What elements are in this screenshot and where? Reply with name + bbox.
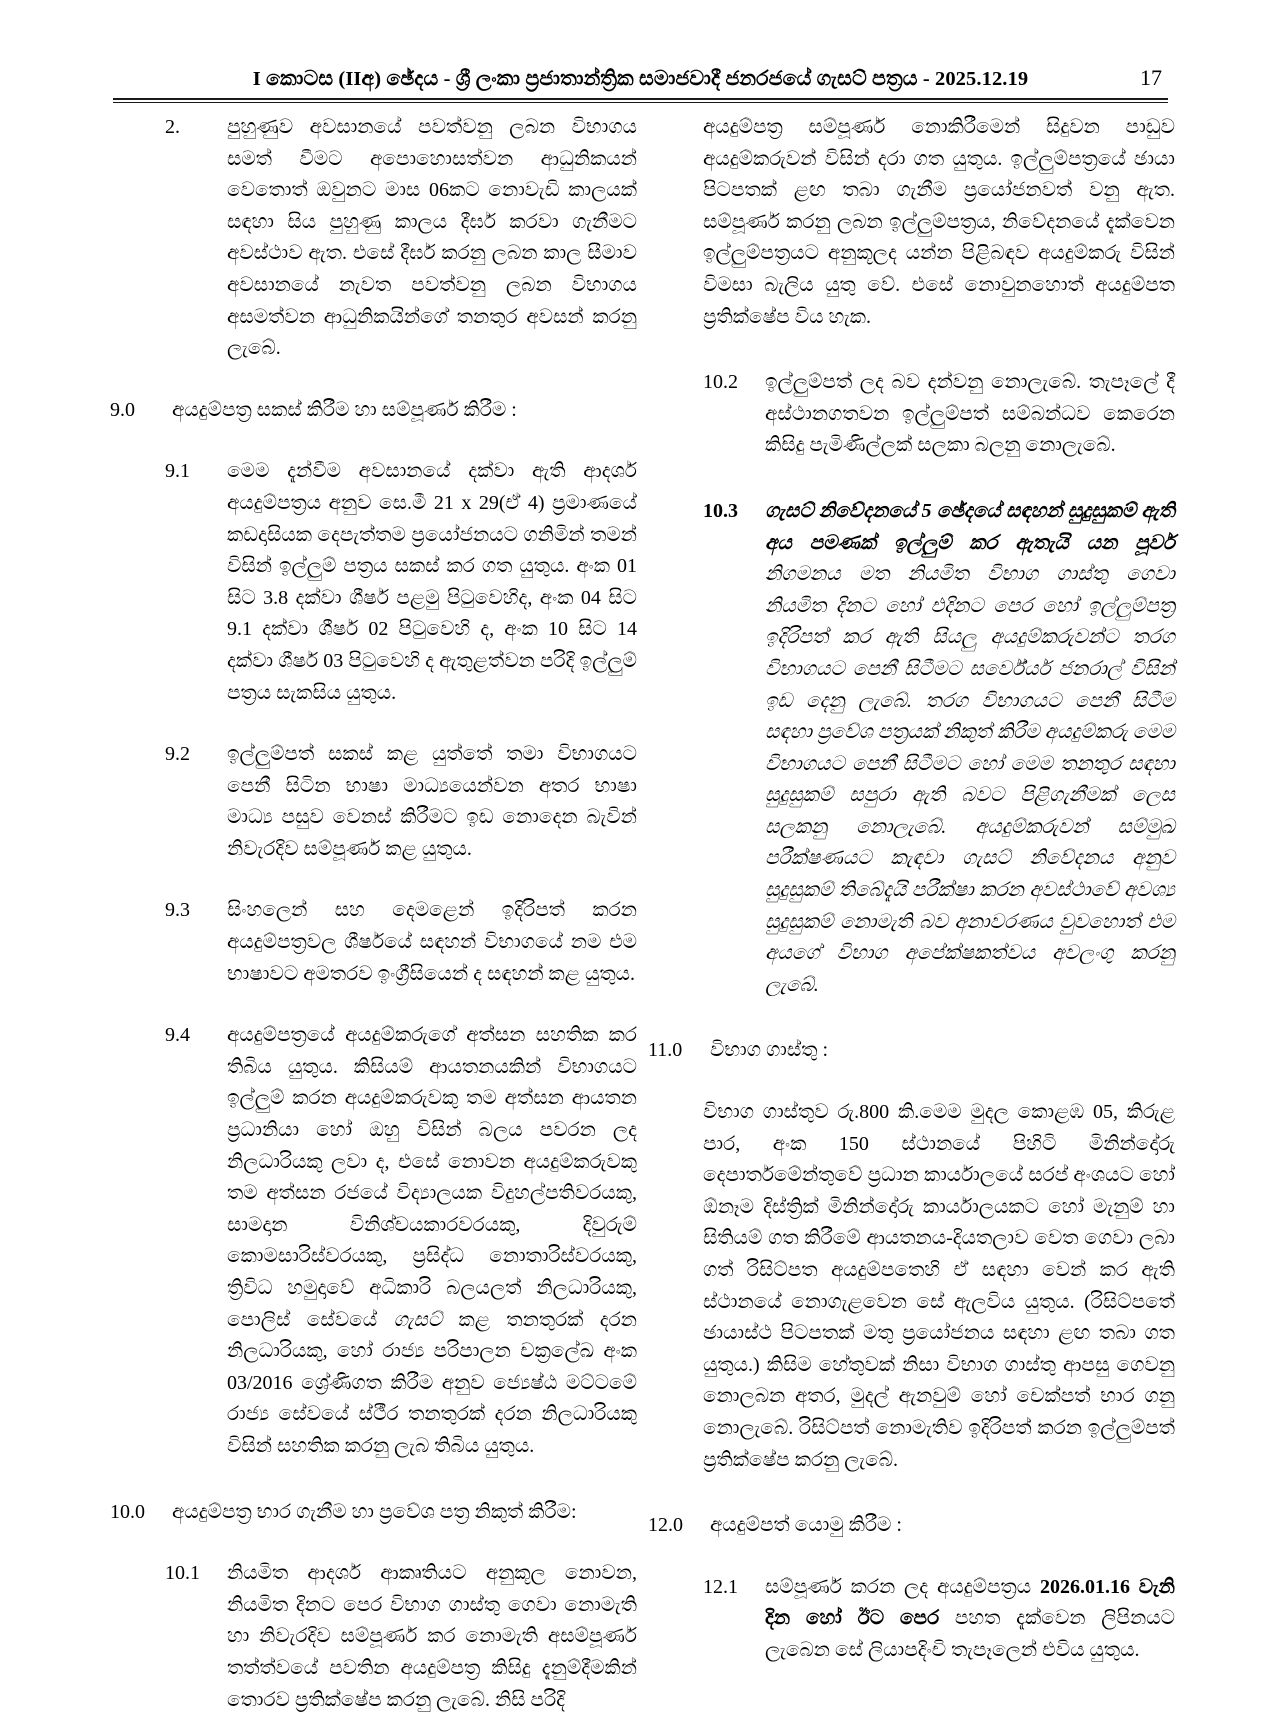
section-9-title: අයදුම්පත්‍ර සකස් කිරීම හා සම්පූර්ණ කිරීම : (172, 398, 517, 421)
clause-12-1-text-part2: පහත දැක්වෙන ලිපිනයට ලැබෙන සේ ලියාපදිංචි තැපෑලෙන් එවිය යුතුය. (765, 1607, 1176, 1661)
exam-fee-paragraph: විභාග ගාස්තුව රු.800 කි.මෙම මුදල කොළඹ 05, කිරුළ පාර, අංක 150 ස්ථානයේ පිහිටි මිනින්දෝරු දෙපාර්තමේන්තුවේ ප්‍රධාන කාර්යාලයේ සරප් අංශයට හෝ ඕනෑම දිස්ත්‍රික් මිනින්දෝරු කාර්යාලයකට හෝ මැනුම් හා සිතියම් ගත කිරීමේ ආයතනය-දියතලාව වෙත ගෙවා ලබා ගත් රිසිට්පත අයදුම්පතෙහි ඒ සඳහා වෙන් කර ඇති ස්ථානයේ නොගැළවෙන සේ ඇලවිය යුතුය. (රිසිට්පතේ ඡායාස්ථ පිටපතක් මතු ප්‍රයෝජනය සඳහා ළඟ තබා ගත යුතුය.) කිසිම හේතුවක් නිසා විභාග ගාස්තු ආපසු ගෙවනු නොලබන අතර, මුදල් ඇනවුම් හෝ චෙක්පත් භාර ගනු නොලැබේ. රිසිට්පත් නොමැතිව ඉදිරිපත් කරන ඉල්ලුම්පත් ප්‍රතික්ෂේප කරනු ලැබේ. (703, 1101, 1175, 1471)
clause-9-3-number: 9.3 (165, 899, 190, 922)
clause-10-3-italic-part2: අනුව සුදුසුකම් තිබේදැයි පරීක්ෂා කරන අවස්ථාවේ අවශ්‍ය සුදුසුකම් නොමැති බව අනාවරණය වුවහොත් එම අයගේ විභාග අපේක්ෂකත්වය අවලංගු කරනු ලැබේ. (765, 847, 1175, 996)
section-12-heading (648, 1510, 1175, 1542)
page-header (113, 65, 1168, 103)
body-columns (0, 112, 1275, 1711)
clause-9-3 (110, 895, 637, 990)
section-12-number: 12.0 (648, 1514, 683, 1537)
spacer (110, 990, 637, 1020)
header-rule-thick (113, 98, 1168, 100)
clause-10-3-bold-italic-lead: ගැසට් නිවේදනයේ 5 ඡේදයේ සඳහන් සුදුසුකම් ඇති අය පමණක් ඉල්ලුම් කර ඇතැයි යන පූර්ව (765, 499, 1175, 554)
clause-9-1 (110, 456, 637, 709)
clause-9-4-number: 9.4 (165, 1024, 190, 1047)
section-10-number: 10.0 (110, 1500, 145, 1523)
section-9-number: 9.0 (110, 398, 135, 421)
clause-10-1-number: 10.1 (165, 1562, 200, 1585)
clause-10-2-number: 10.2 (703, 371, 738, 394)
page-number: 17 (1140, 65, 1162, 90)
section-11-heading (648, 1035, 1175, 1067)
clause-12-1 (648, 1572, 1175, 1667)
clause-2 (110, 112, 637, 365)
section-11-number: 11.0 (648, 1039, 683, 1062)
clause-9-3-text: සිංහලෙන් සහ දෙමළෙන් ඉදිරිපත් කරන අයදුම්පත්‍රවල ශීර්ෂයේ සඳහන් විභාගයේ නම එම භාෂාවට අමතරව ඉංග්‍රීසියෙන් ද සඳහන් කළ යුතුය. (227, 899, 637, 985)
page-title: I කොටස (IIඅ) ඡේදය - ශ්‍රී ලංකා ප්‍රජාතාන්ත්‍රික සමාජවාදී ජනරජයේ ගැසට් පත්‍රය - 2025.12.19 (252, 68, 1029, 90)
spacer (648, 1542, 1175, 1572)
spacer (648, 462, 1175, 496)
clause-9-4-gazette-emphasis: ගැසට් (393, 1308, 443, 1331)
clause-12-1-text-part1: සම්පූර්ණ කරන ලද අයදුම්පත්‍රය (765, 1575, 1040, 1598)
header-line (113, 65, 1168, 97)
section-10-title: අයදුම්පත්‍ර භාර ගැනීම හා ප්‍රවේශ පත්‍ර නිකුත් කිරීම: (172, 1500, 577, 1523)
right-column (648, 112, 1175, 1667)
clause-12-1-deadline-date: 2026.01.16 වැනි දින හෝ ඊට පෙර (765, 1575, 1175, 1630)
section-9-heading (110, 395, 637, 427)
spacer (110, 709, 637, 739)
clause-9-2-text: ඉල්ලුම්පත් සකස් කළ යුත්තේ තමා විභාගයට පෙනී සිටින භාෂා මාධ්‍යයෙන්වන අතර භාෂා මාධ්‍ය පසුව වෙනස් කිරීමට ඉඩ නොදෙන බැවින් නිවැරදිව සම්පූර්ණ කළ යුතුය. (227, 743, 637, 860)
clause-12-1-number: 12.1 (703, 1575, 738, 1598)
spacer (110, 865, 637, 895)
clause-9-4-text (227, 1020, 637, 1462)
clause-10-3 (648, 496, 1175, 1002)
section-11-title: විභාග ගාස්තු : (710, 1039, 829, 1062)
clause-9-4-text-part1: අයදුම්පත්‍රයේ අයදුම්කරුගේ අත්සන සහතික කර තිබිය යුතුය. කිසියම් ආයතනයකින් විභාගයට ඉල්ලුම් කරන අයදුම්කරුවකු තම අත්සන ආයතන ප්‍රධානියා හෝ ඔහු විසින් බලය පවරන ලද නිලධාරියකු ලවා ද, එසේ නොවන අයදුම්කරුවකු තම අත්සන රජයේ විද්‍යාලයක විදුහල්පතිවරයකු, සාමදාන විනිශ්චයකාරවරයකු, දිවුරුම් කොමසාරිස්වරයකු, ප්‍රසිද්ධ නොතාරිස්වරයකු, ත්‍රිවිධ හමුදාවේ අධිකාරි බලයලත් නිලධාරියකු, පොලිස් සේවයේ (227, 1024, 637, 1331)
clause-9-4-text-part2: කළ තනතුරක් දරන නිලධාරියකු, හෝ රාජ්‍ය පරිපාලන චක්‍රලේඛ අංක 03/2016 ශ්‍රේණිගත කිරීම අනුව ජ්‍යෙෂ්ඨ මට්ටමේ රාජ්‍ය සේවයේ ස්ථීර තනතුරක් දරන නිලධාරියකු විසින් සහතික කරනු ලැබ තිබිය යුතුය. (227, 1308, 637, 1457)
clause-9-2 (110, 739, 637, 865)
clause-10-3-gazette-emphasis: ගැසට් නිවේදනය (962, 847, 1114, 870)
section-12-title: අයදුම්පත් යොමු කිරීම : (710, 1514, 902, 1537)
clause-10-1-continuation: අයදුම්පත්‍ර සම්පූර්ණ නොකිරීමෙන් සිදුවන පාඩුව අයදුම්කරුවන් විසින් දරා ගත යුතුය. ඉල්ලුම්පත්‍රයේ ඡායා පිටපතක් ළඟ තබා ගැනීම ප්‍රයෝජනවත් වනු ඇත. සම්පූර්ණ කරනු ලබන ඉල්ලුම්පත්‍රය, නිවේදනයේ දැක්වෙන ඉල්ලුම්පත්‍රයට අනුකූලද යන්න පිළිබඳව අයදුම්කරු විසින් විමසා බැලිය යුතු වේ. එසේ නොවුනහොත් අයදුම්පත ප්‍රතික්ෂේප විය හැක. (703, 116, 1175, 328)
spacer (110, 365, 637, 395)
spacer (110, 1463, 637, 1497)
spacer (648, 1067, 1175, 1097)
clause-10-3-text (765, 496, 1175, 1002)
clause-2-number: 2. (165, 116, 180, 138)
clause-9-1-number: 9.1 (165, 460, 190, 483)
clause-2-text: පුහුණුව අවසානයේ පවත්වනු ලබන විභාගය සමත් වීමට අපොහොසත්වන ආධුනිකයන් වෙතොත් ඔවුනට මාස 06කට නොවැඩි කාලයක් සඳහා සිය පුහුණු කාලය දීර්ඝ කරවා ගැනීමට අවස්ථාව ඇත. එසේ දීර්ඝ කරනු ලබන කාල සීමාව අවසානයේ නැවත පවත්වනු ලබන විභාගය අසමත්වන ආධුනිකයින්ගේ තනතුර අවසන් කරනු ලැබේ. (227, 116, 637, 360)
spacer (648, 333, 1175, 367)
clause-9-4 (110, 1020, 637, 1462)
clause-9-2-number: 9.2 (165, 743, 190, 766)
clause-12-1-text (765, 1572, 1175, 1667)
left-column (110, 112, 637, 1716)
spacer (110, 426, 637, 456)
clause-9-1-text: මෙම දැන්වීම අවසානයේ දක්වා ඇති ආදර්ශ අයදුම්පත්‍රය අනුව සෙ.මී 21 x 29(ඒ 4) ප්‍රමාණයේ කඩදාසියක දෙපැත්තම ප්‍රයෝජනයට ගනිමින් තමන් විසින් ඉල්ලුම් පත්‍රය සකස් කර ගත යුතුය. අංක 01 සිට 3.8 දක්වා ශීර්ෂ පළමු පිටුවෙහිද, අංක 04 සිට 9.1 දක්වා ශීර්ෂ 02 පිටුවෙහි ද, අංක 10 සිට 14 දක්වා ශීර්ෂ 03 පිටුවෙහි ද ඇතුළත්වන පරිදි ඉල්ලුම් පත්‍රය සැකසිය යුතුය. (227, 460, 637, 704)
clause-10-3-number: 10.3 (703, 499, 738, 522)
clause-10-1 (110, 1558, 637, 1716)
section-10-heading (110, 1497, 637, 1529)
spacer (648, 1476, 1175, 1510)
clause-10-2-text: ඉල්ලුම්පත් ලද බව දන්වනු නොලැබේ. තැපෑලේ දී අස්ථානගතවන ඉල්ලුම්පත් සම්බන්ධව කෙරෙන කිසිදු පැමිණිල්ලක් සලකා බලනු නොලැබේ. (765, 371, 1175, 457)
spacer (648, 1001, 1175, 1035)
clause-10-3-italic-part1: නිගමනය මත නියමිත විභාග ගාස්තු ගෙවා නියමිත දිනට හෝ එදිනට පෙර හෝ ඉල්ලුම්පත්‍ර ඉදිරිපත් කර ඇති සියලු අයදුම්කරුවන්ට තරග විභාගයට පෙනී සිටීමට සර්වේයර් ජනරාල් විසින් ඉඩ දෙනු ලැබේ. තරග විභාගයට පෙනී සිටීම සඳහා ප්‍රවේශ පත්‍රයක් නිකුත් කිරීම අයදුම්කරු මෙම විභාගයට පෙනී සිටීමට හෝ මෙම තනතුර සඳහා සුදුසුකම් සපුරා ඇති බවට පිළිගැනීමක් ලෙස සලකනු නොලැබේ. අයදුම්කරුවන් සම්මුඛ පරීක්ෂණයට කැඳවා (765, 563, 1175, 870)
clause-10-2 (648, 367, 1175, 462)
header-rule-thin (113, 102, 1168, 103)
spacer (110, 1528, 637, 1558)
clause-10-1-text: නියමිත ආදර්ශ ආකෘතියට අනුකූල නොවන, නියමිත දිනට පෙර විභාග ගාස්තු ගෙවා නොමැති හා නිවැරදිව සම්පූර්ණ කර නොමැති අසම්පූර්ණ තත්ත්වයේ පවතින අයදුම්පත්‍ර කිසිදු දැනුම්දීමකින් තොරව ප්‍රතික්ෂේප කරනු ලැබේ. නිසි පරිදි (227, 1562, 637, 1711)
